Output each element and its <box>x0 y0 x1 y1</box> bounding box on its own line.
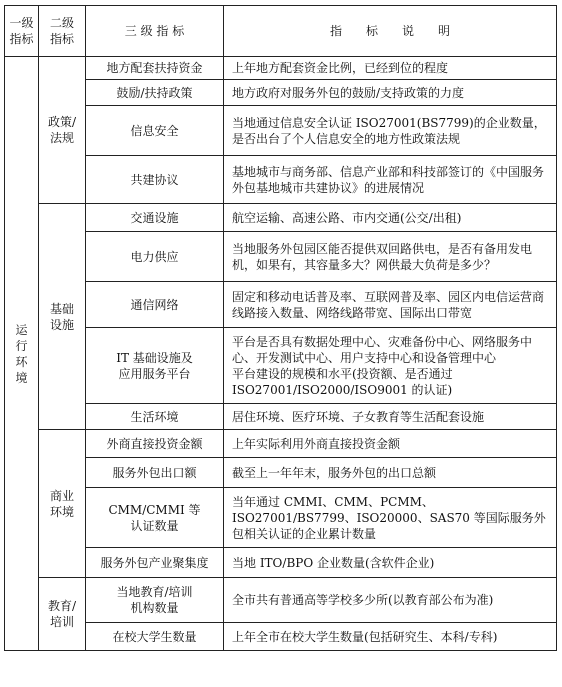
indicator-cell: 服务外包产业聚集度 <box>86 548 224 578</box>
indicator-cell: 外商直接投资金额 <box>86 430 224 458</box>
table-row <box>5 106 557 156</box>
table-row <box>5 328 557 404</box>
table-row <box>5 458 557 488</box>
table-row <box>5 156 557 204</box>
description-cell: 当年通过 CMMI、CMM、PCMM、ISO27001/BS7799、ISO20000、SAS70 等国际服务外包相关认证的企业累计数量 <box>224 488 557 548</box>
header-level1: 一级 指标 <box>5 6 39 57</box>
table-row <box>5 430 557 458</box>
description-cell: 当地服务外包园区能否提供双回路供电，是否有备用发电机，如果有，其容量多大？网供最大负荷是多少？ <box>224 232 557 282</box>
table-row <box>5 488 557 548</box>
description-cell: 当地通过信息安全认证 ISO27001(BS7799)的企业数量，是否出台了个人信息安全的地方性政策法规 <box>224 106 557 156</box>
description-cell: 航空运输、高速公路、市内交通(公交/出租) <box>224 204 557 232</box>
indicator-table <box>4 5 557 651</box>
indicator-cell: 电力供应 <box>86 232 224 282</box>
indicator-cell: 交通设施 <box>86 204 224 232</box>
description-cell: 当地 ITO/BPO 企业数量(含软件企业) <box>224 548 557 578</box>
header-description: 指 标 说 明 <box>224 6 557 57</box>
description-cell: 居住环境、医疗环境、子女教育等生活配套设施 <box>224 404 557 430</box>
description-cell: 基地城市与商务部、信息产业部和科技部签订的《中国服务外包基地城市共建协议》的进展情况 <box>224 156 557 204</box>
indicator-cell: 服务外包出口额 <box>86 458 224 488</box>
description-cell: 上年地方配套资金比例，已经到位的程度 <box>224 57 557 80</box>
table-row <box>5 282 557 328</box>
header-level2: 二级 指标 <box>39 6 86 57</box>
level2-cell: 政策/ 法规 <box>39 57 86 204</box>
indicator-cell: 信息安全 <box>86 106 224 156</box>
indicator-cell: 在校大学生数量 <box>86 623 224 651</box>
table-row <box>5 80 557 106</box>
table-body <box>5 57 557 651</box>
level2-cell: 商业 环境 <box>39 430 86 578</box>
description-cell: 上年全市在校大学生数量(包括研究生、本科/专科) <box>224 623 557 651</box>
description-cell: 全市共有普通高等学校多少所(以教育部公布为准) <box>224 578 557 623</box>
indicator-cell: 通信网络 <box>86 282 224 328</box>
level1-cell: 运 行 环 境 <box>5 57 39 651</box>
table-row <box>5 232 557 282</box>
indicator-cell: IT 基础设施及 应用服务平台 <box>86 328 224 404</box>
indicator-cell: 当地教育/培训 机构数量 <box>86 578 224 623</box>
table-row <box>5 57 557 80</box>
indicator-cell: 共建协议 <box>86 156 224 204</box>
description-cell: 平台是否具有数据处理中心、灾难备份中心、网络服务中心、开发测试中心、用户支持中心和设备管理中心 平台建设的规模和水平(投资额、是否通过 ISO27001/ISO2000/ISO9001 的认证) <box>224 328 557 404</box>
header-row <box>5 6 557 57</box>
description-cell: 固定和移动电话普及率、互联网普及率、园区内电信运营商线路接入数量、网络线路带宽、国际出口带宽 <box>224 282 557 328</box>
description-cell: 截至上一年年末，服务外包的出口总额 <box>224 458 557 488</box>
table-row <box>5 578 557 623</box>
table-row <box>5 623 557 651</box>
table-row <box>5 548 557 578</box>
header-level3: 三 级 指 标 <box>86 6 224 57</box>
description-cell: 上年实际利用外商直接投资金额 <box>224 430 557 458</box>
table-row <box>5 204 557 232</box>
indicator-cell: 鼓励/扶持政策 <box>86 80 224 106</box>
indicator-cell: CMM/CMMI 等 认证数量 <box>86 488 224 548</box>
level2-cell: 教育/ 培训 <box>39 578 86 651</box>
description-cell: 地方政府对服务外包的鼓励/支持政策的力度 <box>224 80 557 106</box>
indicator-cell: 地方配套扶持资金 <box>86 57 224 80</box>
indicator-cell: 生活环境 <box>86 404 224 430</box>
level2-cell: 基础 设施 <box>39 204 86 430</box>
table-row <box>5 404 557 430</box>
